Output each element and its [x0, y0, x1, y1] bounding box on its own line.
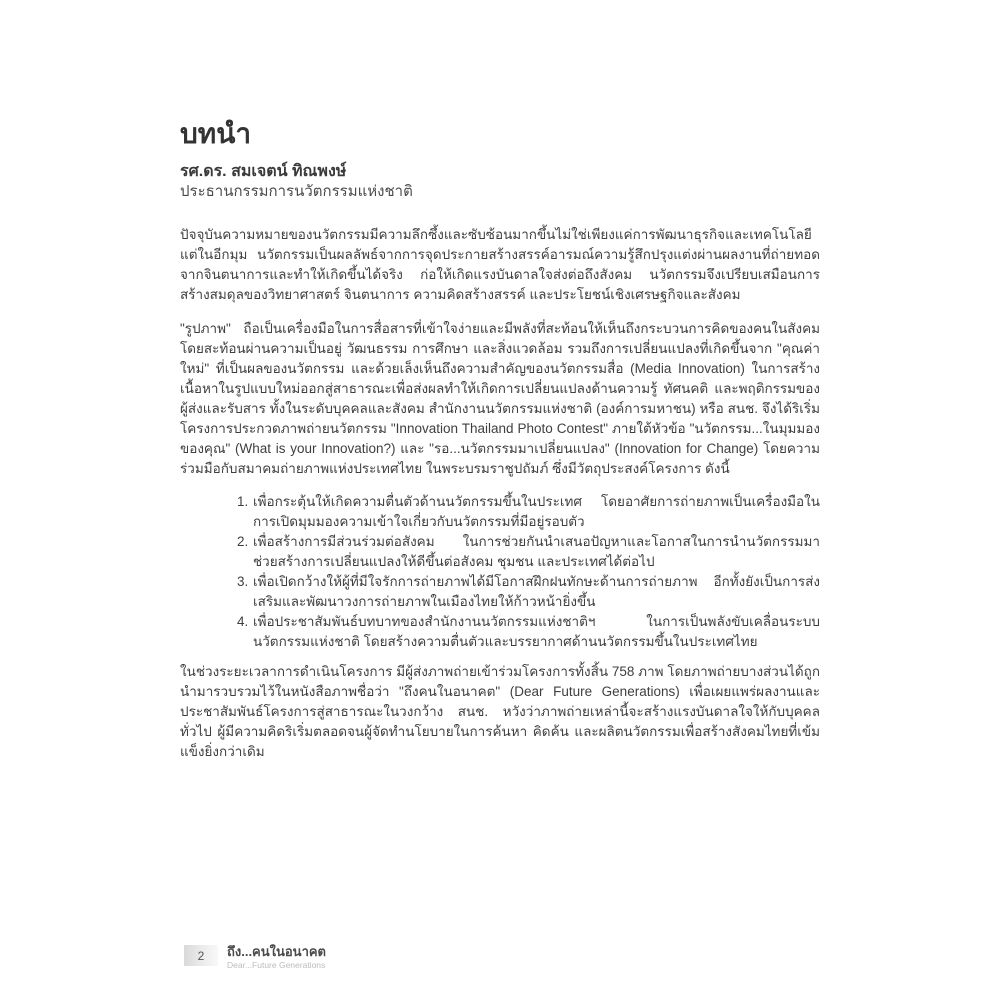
objective-item: [180, 532, 820, 572]
objective-number: 3.: [237, 574, 249, 589]
page-content: [180, 118, 820, 776]
author-role: ประธานกรรมการนวัตกรรมแห่งชาติ: [180, 183, 413, 200]
objective-item: [180, 612, 820, 652]
page-number: 2: [197, 948, 205, 963]
paragraph-intro: ปัจจุบันความหมายของนวัตกรรมมีความลึกซึ้งและซับซ้อนมากขึ้นไม่ใช่เพียงแค่การพัฒนาธุรกิจและเทคโนโลยี แต่ในอีกมุม นวัตกรรมเป็นผลลัพธ์จากการจุดประกายสร้างสรรค์อารมณ์ความรู้สึกปรุงแต่งผ่านผลงานที่ถ่ายทอดจากจินตนาการและทำให้เกิดขึ้นได้จริง ก่อให้เกิดแรงบันดาลใจส่งต่อถึงสังคม นวัตกรรมจึงเปรียบเสมือนการสร้างสมดุลของวิทยาศาสตร์ จินตนาการ ความคิดสร้างสรรค์ และประโยชน์เชิงเศรษฐกิจและสังคม: [180, 227, 820, 302]
objective-number: 2.: [237, 534, 249, 549]
objective-text: เพื่อสร้างการมีส่วนร่วมต่อสังคม ในการช่วยกันนำเสนอปัญหาและโอกาสในการนำนวัตกรรมมาช่วยสร้างการเปลี่ยนแปลงให้ดีขึ้นต่อสังคม ชุมชน และประเทศได้ต่อไป: [253, 534, 820, 569]
objective-text: เพื่อเปิดกว้างให้ผู้ที่มีใจรักการถ่ายภาพได้มีโอกาสฝึกฝนทักษะด้านการถ่ายภาพ อีกทั้งยังเป็นการส่งเสริมและพัฒนาวงการถ่ายภาพในเมืองไทยให้ก้าวหน้ายิ่งขึ้น: [253, 574, 820, 609]
objective-item: [180, 492, 820, 532]
book-title-thai: ถึง...คนในอนาคต: [227, 944, 327, 959]
book-title-english: Dear...Future Generations: [227, 960, 326, 970]
objective-item: [180, 572, 820, 612]
objective-text: เพื่อกระตุ้นให้เกิดความตื่นตัวด้านนวัตกรรมขึ้นในประเทศ โดยอาศัยการถ่ายภาพเป็นเครื่องมือในการเปิดมุมมองความเข้าใจเกี่ยวกับนวัตกรรมที่มีอยู่รอบตัว: [253, 494, 820, 529]
objectives-list: [180, 492, 820, 652]
author-name: รศ.ดร. สมเจตน์ ทิณพงษ์: [180, 163, 347, 180]
paragraph-project: "รูปภาพ" ถือเป็นเครื่องมือในการสื่อสารที่เข้าใจง่ายและมีพลังที่สะท้อนให้เห็นถึงกระบวนการคิดของคนในสังคม โดยสะท้อนผ่านความเป็นอยู่ วัฒนธรรม การศึกษา และสิ่งแวดล้อม รวมถึงการเปลี่ยนแปลงที่เกิดขึ้นจาก "คุณค่าใหม่" ที่เป็นผลของนวัตกรรม และด้วยเล็งเห็นถึงความสำคัญของนวัตกรรมสื่อ (Media Innovation) ในการสร้างเนื้อหาในรูปแบบใหม่ออกสู่สาธารณะเพื่อส่งผลทำให้เกิดการเปลี่ยนแปลงด้านความรู้ ทัศนคติ และพฤติกรรมของผู้ส่งและรับสาร ทั้งในระดับบุคคลและสังคม สำนักงานนวัตกรรมแห่งชาติ (องค์การมหาชน) หรือ สนช. จึงได้ริเริ่มโครงการประกวดภาพถ่ายนวัตกรรม "Innovation Thailand Photo Contest" ภายใต้หัวข้อ "นวัตกรรม...ในมุมมองของคุณ" (What is your Innovation?) และ "รอ...นวัตกรรมมาเปลี่ยนแปลง" (Innovation for Change) โดยความร่วมมือกับสมาคมถ่ายภาพแห่งประเทศไทย ในพระบรมราชูปถัมภ์ ซึ่งมีวัตถุประสงค์โครงการ ดังนี้: [180, 320, 820, 476]
page-number-box: [184, 945, 218, 966]
page-title: บทนำ: [180, 118, 252, 149]
objective-text: เพื่อประชาสัมพันธ์บทบาทของสำนักงานนวัตกรรมแห่งชาติฯ ในการเป็นพลังขับเคลื่อนระบบนวัตกรรมแห่งชาติ โดยสร้างความตื่นตัวและบรรยากาศด้านนวัตกรรมขึ้นในประเทศไทย: [253, 614, 820, 649]
page-footer: [184, 945, 326, 970]
paragraph-closing: ในช่วงระยะเวลาการดำเนินโครงการ มีผู้ส่งภาพถ่ายเข้าร่วมโครงการทั้งสิ้น 758 ภาพ โดยภาพถ่ายบางส่วนได้ถูกนำมารวบรวมไว้ในหนังสือภาพชื่อว่า "ถึงคนในอนาคต" (Dear Future Generations) เพื่อเผยแพร่ผลงานและประชาสัมพันธ์โครงการสู่สาธารณะในวงกว้าง สนช. หวังว่าภาพถ่ายเหล่านี้จะสร้างแรงบันดาลใจให้กับบุคคลทั่วไป ผู้มีความคิดริเริ่มตลอดจนผู้จัดทำนโยบายในการค้นหา คิดค้น และผลิตนวัตกรรมเพื่อสร้างสังคมไทยที่เข้มแข็งยิ่งกว่าเดิม: [180, 664, 820, 759]
objective-number: 4.: [237, 614, 249, 629]
objective-number: 1.: [237, 494, 249, 509]
footer-book-titles: [227, 945, 326, 970]
